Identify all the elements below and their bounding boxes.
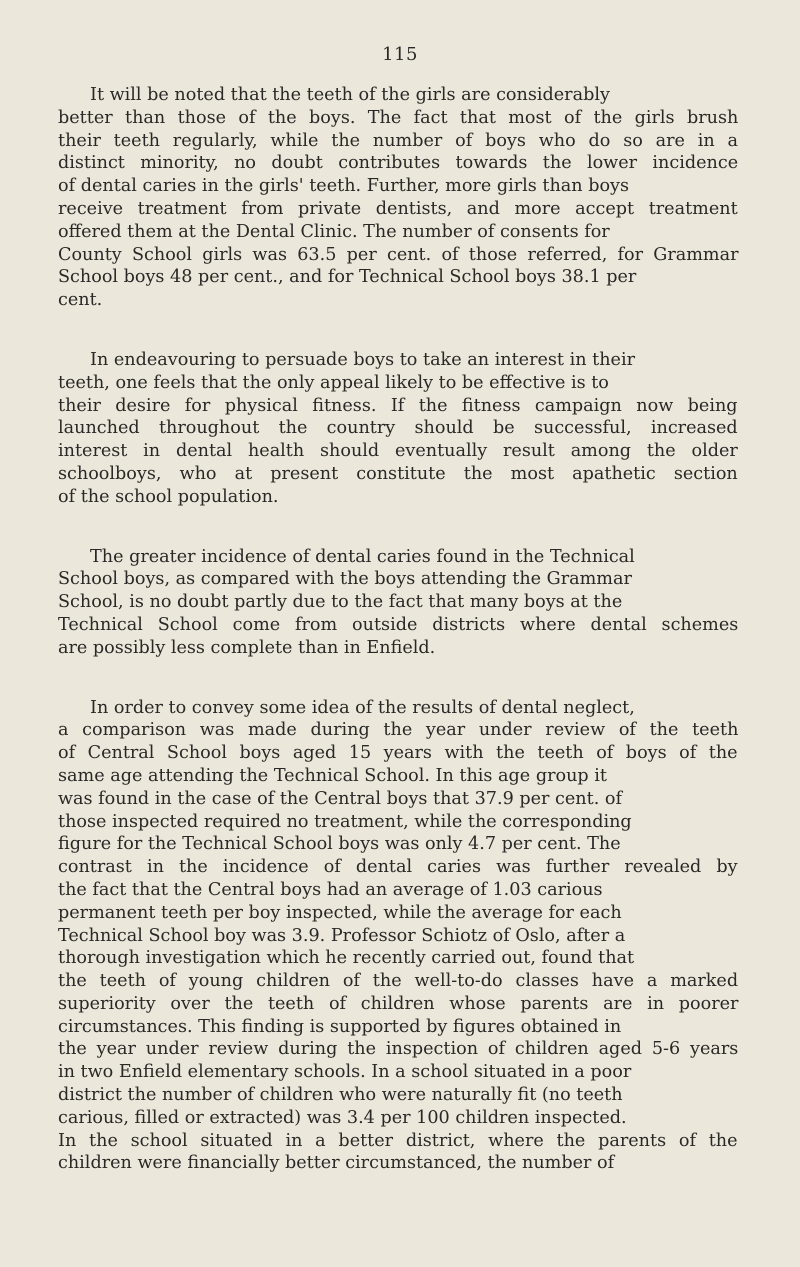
- text-line: permanent teeth per boy inspected, while the average for each: [58, 902, 622, 923]
- text-line: the teeth of young children of the well-to-do classes have a marked: [58, 971, 739, 992]
- text-line: their desire for physical fitness. If the fitness campaign now being: [58, 395, 738, 416]
- text-line: the year under review during the inspection of children aged 5-6 years: [58, 1039, 739, 1060]
- text-line: same age attending the Technical School. In this age group it: [58, 765, 607, 786]
- text-line: interest in dental health should eventually result among the older: [58, 441, 738, 462]
- text-line: of the school population.: [58, 486, 279, 507]
- text-line: Technical School boy was 3.9. Professor Schiotz of Oslo, after a: [58, 925, 626, 946]
- text-line: district the number of children who were naturally fit (no teeth: [58, 1085, 623, 1106]
- text-line: was found in the case of the Central boys that 37.9 per cent. of: [58, 788, 622, 809]
- text-line: of Central School boys aged 15 years with the teeth of boys of the: [58, 743, 738, 764]
- text-line: those inspected required no treatment, while the corresponding: [58, 811, 632, 832]
- text-line: carious, filled or extracted) was 3.4 per 100 children inspected.: [58, 1107, 627, 1128]
- text-line: School boys, as compared with the boys attending the Grammar: [58, 569, 632, 590]
- text-line: better than those of the boys. The fact that most of the girls brush: [58, 107, 739, 128]
- text-line: figure for the Technical School boys was only 4.7 per cent. The: [58, 834, 621, 855]
- text-line: of dental caries in the girls' teeth. Further, more girls than boys: [58, 176, 630, 197]
- document-body: [58, 84, 738, 1212]
- text-line: thorough investigation which he recently carried out, found that: [58, 948, 635, 969]
- paragraph: [58, 697, 738, 1176]
- text-line: offered them at the Dental Clinic. The number of consents for: [58, 221, 610, 242]
- paragraph: [58, 546, 738, 660]
- text-line: are possibly less complete than in Enfield.: [58, 637, 436, 658]
- paragraph: [58, 84, 738, 312]
- paragraph: [58, 349, 738, 509]
- text-line: the fact that the Central boys had an average of 1.03 carious: [58, 879, 603, 900]
- text-line: launched throughout the country should be successful, increased: [58, 418, 738, 439]
- text-line: cent.: [58, 290, 103, 311]
- text-line: superiority over the teeth of children whose parents are in poorer: [58, 993, 739, 1014]
- text-line: The greater incidence of dental caries found in the Technical: [90, 546, 635, 567]
- text-line: Technical School come from outside districts where dental schemes: [58, 614, 739, 635]
- text-line: It will be noted that the teeth of the girls are considerably: [90, 85, 610, 105]
- text-line: teeth, one feels that the only appeal likely to be effective is to: [58, 372, 609, 393]
- text-line: a comparison was made during the year under review of the teeth: [58, 720, 739, 741]
- text-line: circumstances. This finding is supported by figures obtained in: [58, 1016, 622, 1037]
- text-line: School, is no doubt partly due to the fact that many boys at the: [58, 592, 623, 613]
- text-line: schoolboys, who at present constitute the most apathetic section: [58, 463, 738, 484]
- text-line: receive treatment from private dentists, and more accept treatment: [58, 198, 738, 219]
- page-number: 115: [382, 44, 418, 65]
- text-line: their teeth regularly, while the number of boys who do so are in a: [58, 130, 739, 151]
- text-line: School boys 48 per cent., and for Technical School boys 38.1 per: [58, 267, 637, 288]
- text-line: In endeavouring to persuade boys to take an interest in their: [90, 349, 635, 370]
- text-line: contrast in the incidence of dental caries was further revealed by: [58, 857, 738, 878]
- text-line: in two Enfield elementary schools. In a school situated in a poor: [58, 1062, 632, 1083]
- text-line: County School girls was 63.5 per cent. of those referred, for Grammar: [58, 244, 739, 265]
- text-line: In order to convey some idea of the results of dental neglect,: [90, 697, 635, 718]
- text-line: distinct minority, no doubt contributes towards the lower incidence: [58, 153, 739, 174]
- text-line: children were financially better circumstanced, the number of: [58, 1153, 615, 1174]
- text-line: In the school situated in a better district, where the parents of the: [58, 1130, 738, 1151]
